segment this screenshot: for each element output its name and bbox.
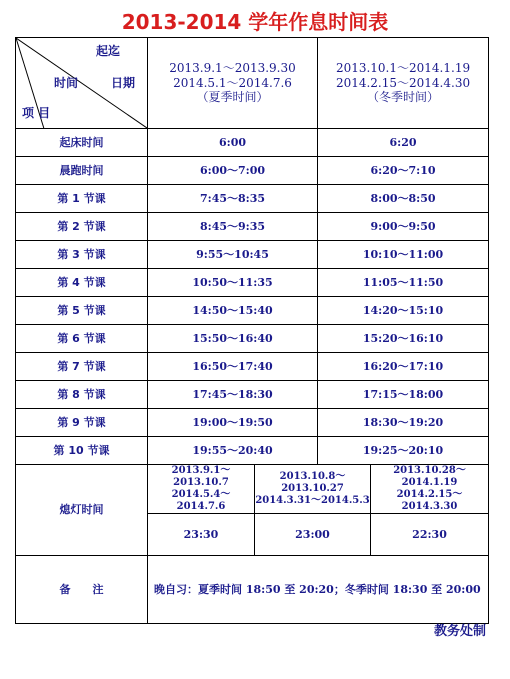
summer-header	[148, 38, 318, 129]
row-label: 第 4 节课	[16, 269, 148, 297]
diag-label-mid-right: 日期	[111, 76, 136, 90]
table-row	[16, 353, 489, 381]
summer-range-1: 2013.9.1～2013.9.30	[169, 61, 296, 76]
remarks-text: 晚自习：夏季时间 18:50 至 20:20；冬季时间 18:30 至 20:00	[148, 556, 489, 624]
table-row	[16, 325, 489, 353]
diag-label-bottom: 项 目	[22, 106, 51, 120]
table-row	[16, 269, 489, 297]
lights-out-time-2: 23:00	[255, 514, 371, 556]
table-row	[16, 185, 489, 213]
row-label: 第 7 节课	[16, 353, 148, 381]
winter-time: 17:15～18:00	[318, 381, 489, 409]
remarks-label: 备 注	[16, 556, 148, 624]
table-row	[16, 129, 489, 157]
table-row	[16, 297, 489, 325]
lights-out-period-row	[16, 465, 489, 514]
lights-out-label: 熄灯时间	[16, 465, 148, 556]
table-row	[16, 381, 489, 409]
table-row	[16, 409, 489, 437]
lights-out-period-1-line2: 2014.5.4～2014.7.6	[171, 489, 231, 512]
row-label: 第 1 节课	[16, 185, 148, 213]
winter-time: 15:20～16:10	[318, 325, 489, 353]
page-title: 2013-2014 学年作息时间表	[121, 10, 389, 34]
row-label: 第 3 节课	[16, 241, 148, 269]
lights-out-period-3-line1: 2013.10.28～2014.1.19	[393, 465, 466, 488]
issuer-signature: 教务处制	[433, 624, 486, 639]
row-label: 起床时间	[16, 129, 148, 157]
winter-time: 14:20～15:10	[318, 297, 489, 325]
summer-label: （夏季时间）	[196, 90, 269, 105]
summer-time: 19:55～20:40	[148, 437, 318, 465]
table-row	[16, 157, 489, 185]
row-label: 第 8 节课	[16, 381, 148, 409]
winter-time: 18:30～19:20	[318, 409, 489, 437]
summer-time: 6:00～7:00	[148, 157, 318, 185]
winter-header	[318, 38, 489, 129]
summer-time: 6:00	[148, 129, 318, 157]
winter-range-2: 2014.2.15～2014.4.30	[335, 75, 471, 90]
winter-time: 11:05～11:50	[318, 269, 489, 297]
winter-time: 19:25～20:10	[318, 437, 489, 465]
winter-time: 16:20～17:10	[318, 353, 489, 381]
header-row	[16, 38, 489, 129]
winter-range-1: 2013.10.1～2014.1.19	[335, 61, 471, 76]
winter-time: 9:00～9:50	[318, 213, 489, 241]
lights-out-period-2-line1: 2013.10.8～2013.10.27	[279, 471, 346, 494]
summer-time: 19:00～19:50	[148, 409, 318, 437]
row-label: 第 9 节课	[16, 409, 148, 437]
winter-time: 8:00～8:50	[318, 185, 489, 213]
diagonal-header-cell	[16, 38, 148, 129]
summer-range-2: 2014.5.1～2014.7.6	[173, 75, 292, 90]
table-row	[16, 213, 489, 241]
row-label: 第 2 节课	[16, 213, 148, 241]
row-label: 第 5 节课	[16, 297, 148, 325]
table-row	[16, 241, 489, 269]
summer-time: 10:50～11:35	[148, 269, 318, 297]
summer-time: 9:55～10:45	[148, 241, 318, 269]
row-label: 第 10 节课	[16, 437, 148, 465]
lights-out-time-3: 22:30	[371, 514, 489, 556]
summer-time: 15:50～16:40	[148, 325, 318, 353]
remarks-row	[16, 556, 489, 624]
summer-time: 14:50～15:40	[148, 297, 318, 325]
diag-label-mid-left: 时间	[54, 76, 79, 90]
summer-time: 16:50～17:40	[148, 353, 318, 381]
winter-time: 6:20～7:10	[318, 157, 489, 185]
winter-time: 6:20	[318, 129, 489, 157]
lights-out-time-1: 23:30	[148, 514, 255, 556]
lights-out-period-3	[371, 465, 489, 514]
lights-out-period-1	[148, 465, 255, 514]
diag-label-top: 起迄	[96, 44, 121, 58]
winter-time: 10:10～11:00	[318, 241, 489, 269]
lights-out-period-2-line2: 2014.3.31～2014.5.3	[255, 495, 370, 506]
row-label: 晨跑时间	[16, 157, 148, 185]
summer-time: 8:45～9:35	[148, 213, 318, 241]
table-row	[16, 437, 489, 465]
lights-out-period-2	[255, 465, 371, 514]
summer-time: 17:45～18:30	[148, 381, 318, 409]
summer-time: 7:45～8:35	[148, 185, 318, 213]
schedule-table	[15, 37, 489, 624]
lights-out-period-1-line1: 2013.9.1～2013.10.7	[171, 465, 231, 488]
lights-out-period-3-line2: 2014.2.15～2014.3.30	[396, 489, 463, 512]
row-label: 第 6 节课	[16, 325, 148, 353]
winter-label: （冬季时间）	[367, 90, 440, 105]
